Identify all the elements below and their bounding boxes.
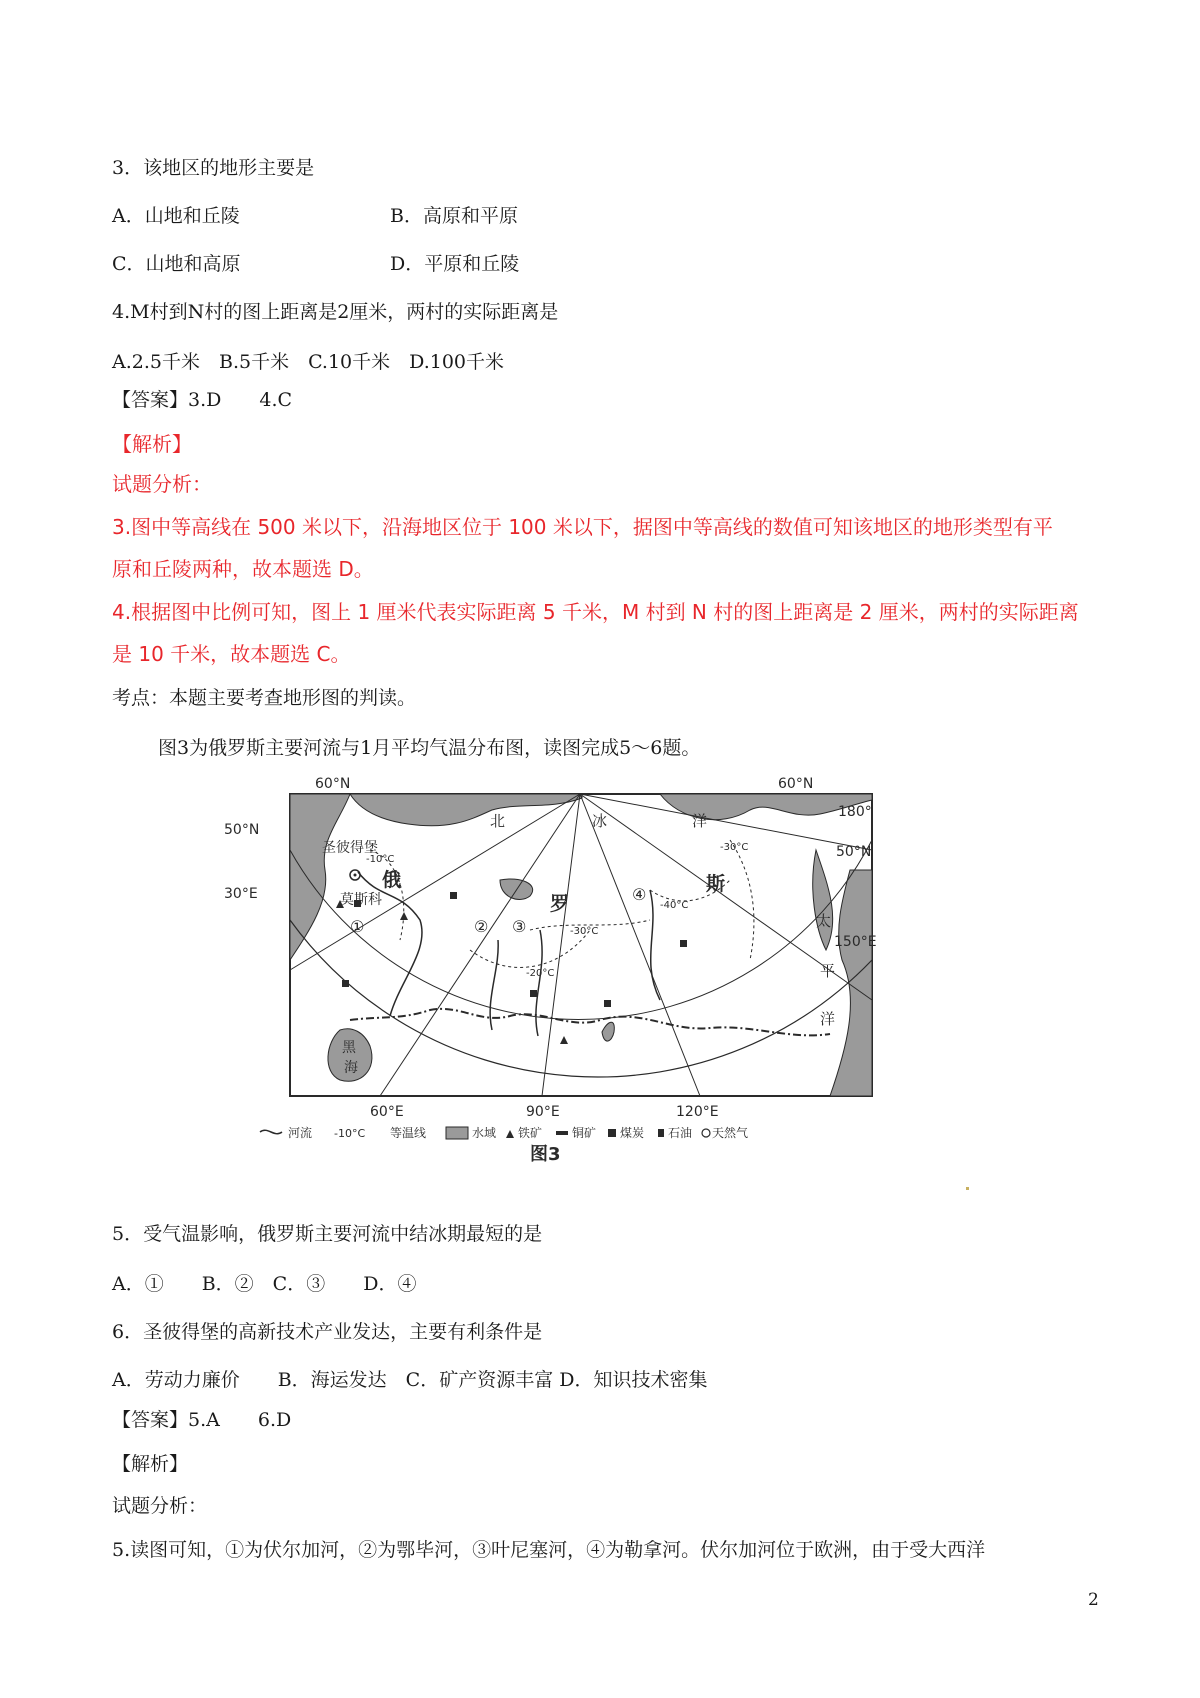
label-60e: 60°E xyxy=(370,1104,404,1120)
q5-stem: 5．受气温影响，俄罗斯主要河流中结冰期最短的是 xyxy=(112,1223,543,1245)
coal-marker-6 xyxy=(450,892,457,899)
q5-options: A．① B．② C．③ D．④ xyxy=(112,1273,417,1295)
label-120e: 120°E xyxy=(676,1104,719,1120)
label-russia-2: 罗 xyxy=(550,893,570,915)
label-river-4: ④ xyxy=(632,885,647,904)
label-river-1: ① xyxy=(350,917,365,936)
label-pacific-2: 平 xyxy=(820,962,836,980)
label-arctic-1: 北 xyxy=(490,812,506,830)
q3-option-c: C．山地和高原 xyxy=(112,253,241,275)
legend-water: 水域 xyxy=(472,1126,497,1140)
legend-isotherm: 等温线 xyxy=(390,1126,427,1140)
label-50n-right: 50°N xyxy=(836,844,872,860)
analysis-heading-2: 【解析】 xyxy=(112,1453,189,1475)
stray-dot xyxy=(966,1187,969,1190)
label-river-2: ② xyxy=(474,917,489,936)
coal-marker-2 xyxy=(342,980,349,987)
q4-stem: 4.M村到N村的图上距离是2厘米，两村的实际距离是 xyxy=(112,301,559,323)
analysis-q3-line1: 3.图中等高线在 500 米以下，沿海地区位于 100 米以下，据图中等高线的数值可知该地区的地形类型有平 xyxy=(112,515,1053,539)
coal-marker-3 xyxy=(530,990,537,997)
page-number: 2 xyxy=(1088,1590,1099,1610)
label-iso-30-east: -30°C xyxy=(720,842,749,853)
label-pacific-1: 太 xyxy=(816,912,832,930)
legend-copper-symbol xyxy=(556,1131,568,1135)
label-pacific-3: 洋 xyxy=(820,1010,836,1028)
label-150e: 150°E xyxy=(834,934,877,950)
answer-5-6: 【答案】5.A 6.D xyxy=(112,1409,292,1431)
label-river-3: ③ xyxy=(512,917,527,936)
label-iso-20: -20°C xyxy=(526,968,555,979)
figure-intro: 图3为俄罗斯主要河流与1月平均气温分布图，读图完成5～6题。 xyxy=(158,737,701,759)
q4-options: A.2.5千米 B.5千米 C.10千米 D.100千米 xyxy=(112,351,505,373)
legend-gas: 天然气 xyxy=(712,1126,749,1140)
label-st-petersburg: 圣彼得堡 xyxy=(322,840,378,856)
analysis-q5-line1: 5.读图可知，①为伏尔加河，②为鄂毕河，③叶尼塞河，④为勒拿河。伏尔加河位于欧洲，由于受大西洋 xyxy=(112,1539,986,1561)
analysis-q4-line2: 是 10 千米，故本题选 C。 xyxy=(112,642,351,666)
label-russia-3: 斯 xyxy=(706,873,726,895)
q6-stem: 6．圣彼得堡的高新技术产业发达，主要有利条件是 xyxy=(112,1321,543,1343)
legend-water-symbol xyxy=(446,1127,468,1139)
q3-option-b: B．高原和平原 xyxy=(390,205,518,227)
label-50n-left: 50°N xyxy=(224,822,260,838)
label-moscow: 莫斯科 xyxy=(340,892,382,908)
label-iso-10: -10°C xyxy=(366,854,395,865)
legend-iron-symbol xyxy=(506,1130,514,1138)
q3-option-d: D．平原和丘陵 xyxy=(390,253,520,275)
analysis-sub-1: 试题分析： xyxy=(112,472,212,496)
q3-option-a: A．山地和丘陵 xyxy=(112,205,240,227)
q3-stem: 3．该地区的地形主要是 xyxy=(112,157,315,179)
label-60n-right: 60°N xyxy=(778,776,814,792)
coal-marker-4 xyxy=(604,1000,611,1007)
legend-coal-symbol xyxy=(608,1129,616,1137)
analysis-q3-line2: 原和丘陵两种，故本题选 D。 xyxy=(112,557,374,581)
label-90e: 90°E xyxy=(526,1104,560,1120)
coal-marker-5 xyxy=(680,940,687,947)
legend-oil: 石油 xyxy=(668,1126,693,1140)
label-180: 180° xyxy=(838,804,872,820)
label-60n-left: 60°N xyxy=(315,776,351,792)
legend-coal: 煤炭 xyxy=(620,1126,645,1140)
map-legend xyxy=(260,1125,748,1140)
legend-gas-symbol xyxy=(702,1129,710,1137)
label-arctic-2: 冰 xyxy=(592,812,608,830)
label-arctic-3: 洋 xyxy=(692,812,708,830)
kaodian-1: 考点：本题主要考查地形图的判读。 xyxy=(112,687,417,709)
figure-caption: 图3 xyxy=(530,1144,561,1165)
label-iso-40: -40°C xyxy=(660,900,689,911)
russia-rivers-temperature-map xyxy=(224,776,930,1165)
analysis-heading-1: 【解析】 xyxy=(112,432,192,456)
legend-copper: 铜矿 xyxy=(572,1126,597,1140)
analysis-q4-line1: 4.根据图中比例可知，图上 1 厘米代表实际距离 5 千米，M 村到 N 村的图上距离是 2 厘米，两村的实际距离 xyxy=(112,600,1079,624)
legend-isotherm-sample: -10°C xyxy=(334,1127,366,1140)
label-black-sea-2: 海 xyxy=(344,1060,358,1076)
answer-3-4: 【答案】3.D 4.C xyxy=(112,389,293,411)
label-iso-30: -30°C xyxy=(570,926,599,937)
label-30e: 30°E xyxy=(224,886,258,902)
q6-options: A．劳动力廉价 B．海运发达 C．矿产资源丰富 D．知识技术密集 xyxy=(112,1369,708,1391)
label-russia-1: 俄 xyxy=(382,869,402,891)
legend-river: 河流 xyxy=(288,1126,313,1140)
legend-iron: 铁矿 xyxy=(518,1126,543,1140)
legend-oil-symbol xyxy=(658,1129,664,1137)
legend-river-symbol xyxy=(260,1130,282,1133)
label-black-sea-1: 黑 xyxy=(342,1040,356,1056)
analysis-sub-2: 试题分析： xyxy=(112,1495,208,1517)
